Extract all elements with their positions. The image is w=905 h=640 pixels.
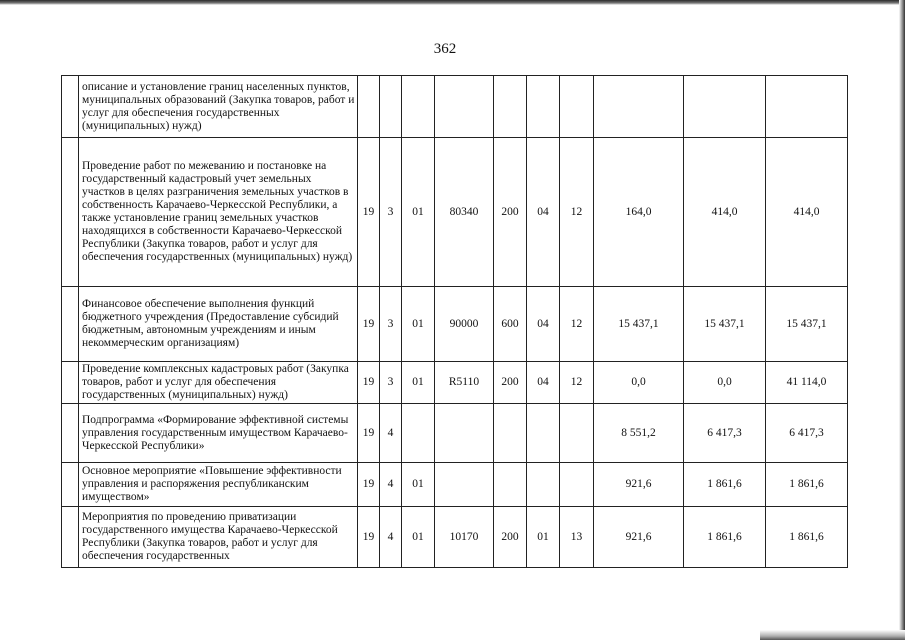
table-row [62, 138, 848, 287]
code-pp-cell: 4 [380, 507, 402, 568]
code-subsection-cell [560, 76, 594, 138]
code-expense-type-cell: 600 [494, 287, 527, 362]
row-number-cell [62, 362, 79, 404]
code-subsection-cell: 12 [560, 362, 594, 404]
code-expense-type-cell [494, 404, 527, 463]
code-direction-cell [435, 76, 494, 138]
amount-year-3-cell [766, 76, 848, 138]
row-number-cell [62, 463, 79, 507]
code-expense-type-cell [494, 76, 527, 138]
code-expense-type-cell [494, 463, 527, 507]
code-om-cell: 01 [402, 463, 435, 507]
code-om-cell [402, 76, 435, 138]
code-subsection-cell [560, 463, 594, 507]
code-direction-cell: 10170 [435, 507, 494, 568]
code-subsection-cell: 12 [560, 287, 594, 362]
amount-year-1-cell: 164,0 [594, 138, 684, 287]
code-direction-cell [435, 404, 494, 463]
amount-year-1-cell: 15 437,1 [594, 287, 684, 362]
amount-year-1-cell: 0,0 [594, 362, 684, 404]
table-row [62, 362, 848, 404]
amount-year-2-cell: 6 417,3 [684, 404, 766, 463]
code-section-cell [527, 463, 560, 507]
code-section-cell [527, 76, 560, 138]
code-om-cell: 01 [402, 138, 435, 287]
item-name-cell: Основное мероприятие «Повышение эффективности управления и распоряжения республиканским имуществом» [79, 463, 358, 507]
amount-year-3-cell: 1 861,6 [766, 507, 848, 568]
code-om-cell: 01 [402, 362, 435, 404]
code-om-cell [402, 404, 435, 463]
code-gp-cell: 19 [358, 362, 380, 404]
scan-edge-bottom [760, 630, 905, 640]
amount-year-2-cell: 414,0 [684, 138, 766, 287]
code-gp-cell: 19 [358, 404, 380, 463]
page-number: 362 [433, 41, 457, 57]
code-pp-cell [380, 76, 402, 138]
table-row [62, 76, 848, 138]
amount-year-3-cell: 1 861,6 [766, 463, 848, 507]
code-gp-cell: 19 [358, 287, 380, 362]
item-name-cell: описание и установление границ населенных пунктов, муниципальных образований (Закупка товаров, работ и услуг для обеспечения государственных (муниципальных) нужд) [79, 76, 358, 138]
row-number-cell [62, 404, 79, 463]
row-number-cell [62, 507, 79, 568]
amount-year-3-cell: 15 437,1 [766, 287, 848, 362]
item-name-cell: Проведение комплексных кадастровых работ (Закупка товаров, работ и услуг для обеспечения государственных (муниципальных) нужд) [79, 362, 358, 404]
table-row [62, 463, 848, 507]
amount-year-2-cell: 1 861,6 [684, 463, 766, 507]
code-direction-cell: R5110 [435, 362, 494, 404]
code-section-cell: 04 [527, 287, 560, 362]
item-name-cell: Проведение работ по межеванию и постановке на государственный кадастровый учет земельных участков в целях разграничения земельных участков в собственность Карачаево-Черкесской Республики, а также установление границ земельных участков находящихся в собственности Карачаево-Черкесской Республики (Закупка товаров, работ и услуг для обеспечения государственных (муниципальных) нужд) [79, 138, 358, 287]
amount-year-2-cell: 1 861,6 [684, 507, 766, 568]
code-section-cell: 01 [527, 507, 560, 568]
code-expense-type-cell: 200 [494, 507, 527, 568]
code-subsection-cell [560, 404, 594, 463]
item-name-cell: Финансовое обеспечение выполнения функций бюджетного учреждения (Предоставление субсидий бюджетным, автономным учреждениям и иным некоммерческим организациям) [79, 287, 358, 362]
item-name-cell: Мероприятия по проведению приватизации государственного имущества Карачаево-Черкесской Республики (Закупка товаров, работ и услуг для обеспечения государственных [79, 507, 358, 568]
code-pp-cell: 4 [380, 463, 402, 507]
row-number-cell [62, 138, 79, 287]
row-number-cell [62, 76, 79, 138]
amount-year-1-cell: 8 551,2 [594, 404, 684, 463]
code-expense-type-cell: 200 [494, 138, 527, 287]
code-direction-cell: 80340 [435, 138, 494, 287]
row-number-cell [62, 287, 79, 362]
scan-edge-right [899, 0, 905, 640]
amount-year-1-cell: 921,6 [594, 507, 684, 568]
code-section-cell: 04 [527, 362, 560, 404]
code-direction-cell [435, 463, 494, 507]
code-gp-cell: 19 [358, 507, 380, 568]
scan-edge-top [0, 0, 905, 5]
amount-year-2-cell [684, 76, 766, 138]
code-section-cell [527, 404, 560, 463]
item-name-cell: Подпрограмма «Формирование эффективной системы управления государственным имуществом Карачаево-Черкесской Республики» [79, 404, 358, 463]
code-expense-type-cell: 200 [494, 362, 527, 404]
code-om-cell: 01 [402, 287, 435, 362]
amount-year-3-cell: 414,0 [766, 138, 848, 287]
amount-year-3-cell: 6 417,3 [766, 404, 848, 463]
code-subsection-cell: 12 [560, 138, 594, 287]
amount-year-3-cell: 41 114,0 [766, 362, 848, 404]
amount-year-1-cell: 921,6 [594, 463, 684, 507]
amount-year-2-cell: 0,0 [684, 362, 766, 404]
budget-table [61, 75, 848, 568]
table-row [62, 507, 848, 568]
code-subsection-cell: 13 [560, 507, 594, 568]
code-gp-cell [358, 76, 380, 138]
code-gp-cell: 19 [358, 463, 380, 507]
code-pp-cell: 3 [380, 362, 402, 404]
table-row [62, 287, 848, 362]
amount-year-2-cell: 15 437,1 [684, 287, 766, 362]
code-pp-cell: 3 [380, 138, 402, 287]
table-row [62, 404, 848, 463]
amount-year-1-cell [594, 76, 684, 138]
code-gp-cell: 19 [358, 138, 380, 287]
code-section-cell: 04 [527, 138, 560, 287]
code-pp-cell: 3 [380, 287, 402, 362]
code-om-cell: 01 [402, 507, 435, 568]
code-direction-cell: 90000 [435, 287, 494, 362]
code-pp-cell: 4 [380, 404, 402, 463]
